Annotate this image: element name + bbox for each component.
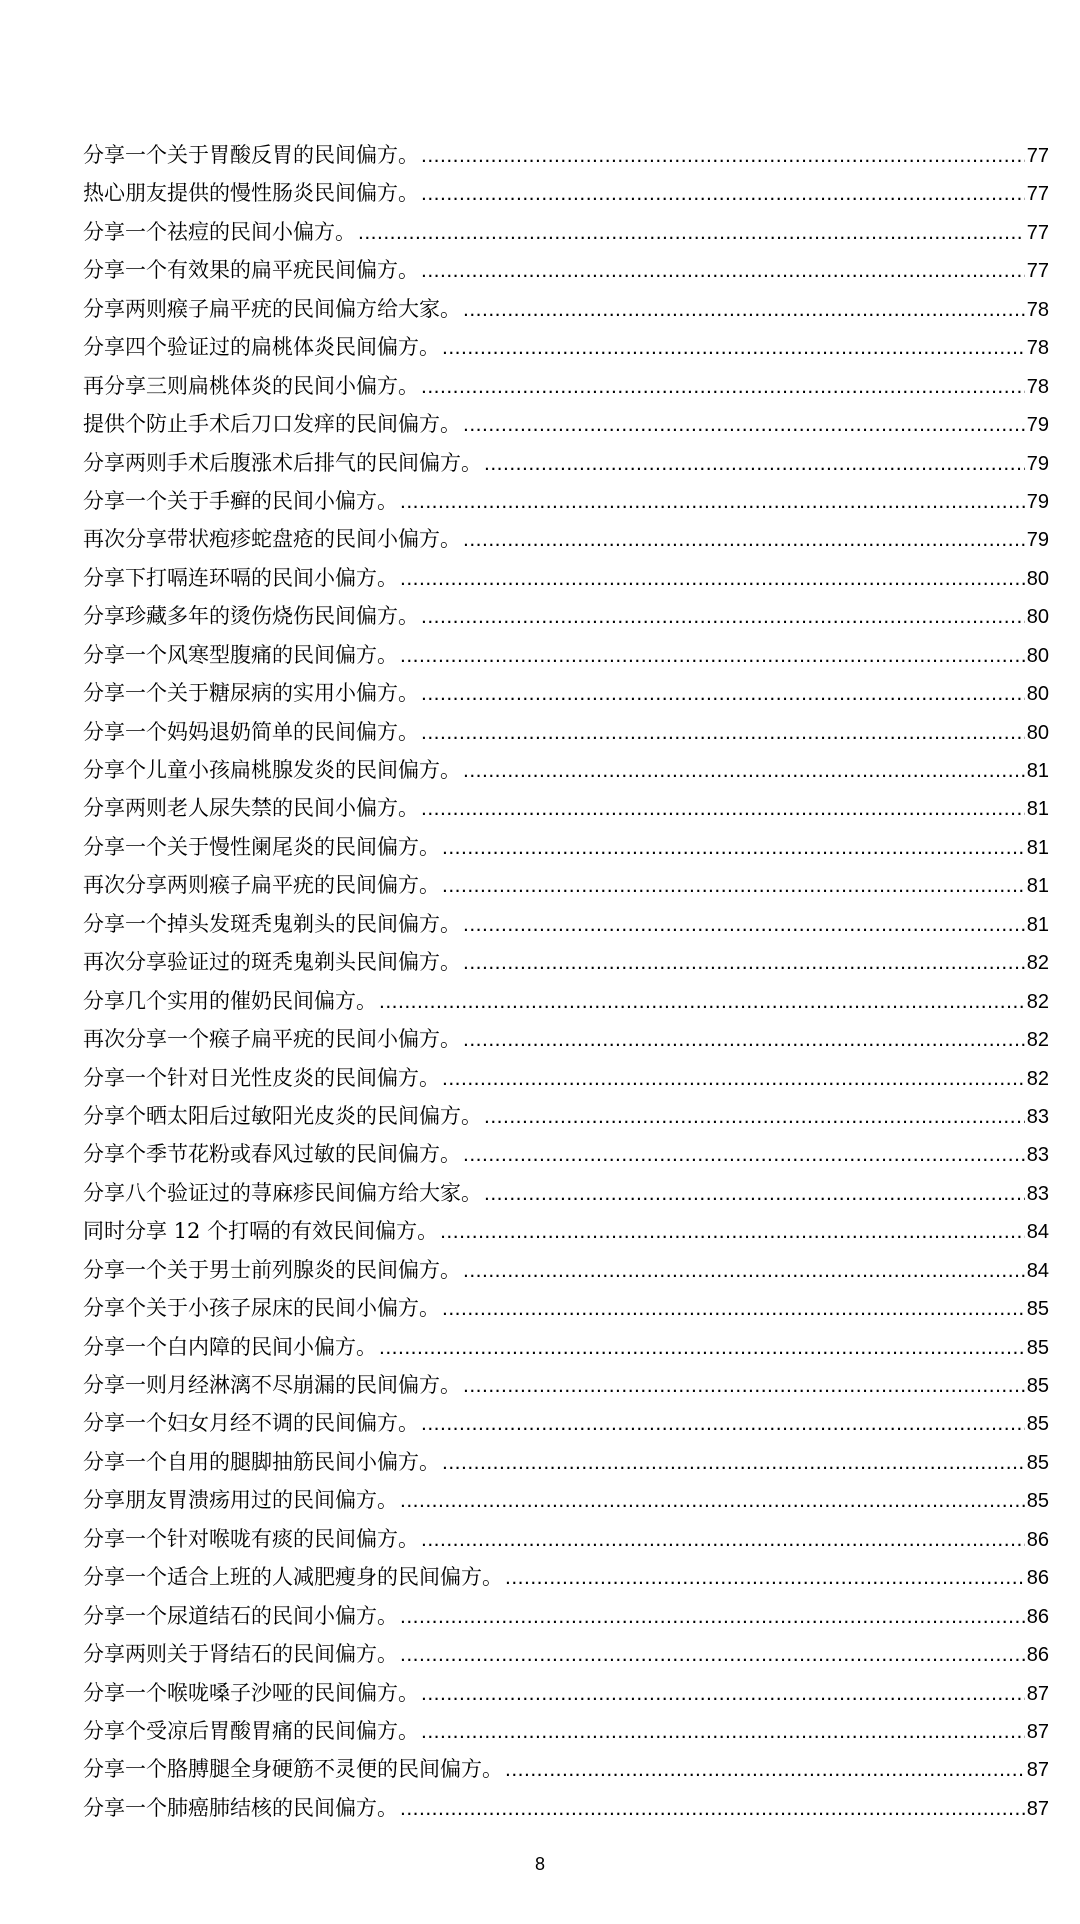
toc-entry[interactable] — [83, 674, 1049, 712]
toc-entry-title: 分享两则关于肾结石的民间偏方。 — [83, 1642, 398, 1667]
toc-dot-leader — [442, 1060, 1025, 1098]
toc-entry-title: 分享两则瘊子扁平疣的民间偏方给大家。 — [83, 296, 461, 321]
toc-entry-title: 分享朋友胃溃疡用过的民间偏方。 — [83, 1488, 398, 1513]
toc-entry-title: 分享一个胳膊腿全身硬筋不灵便的民间偏方。 — [83, 1757, 503, 1782]
toc-entry[interactable] — [83, 1289, 1049, 1327]
toc-entry-title: 分享一个关于胃酸反胃的民间偏方。 — [83, 143, 419, 167]
toc-entry-page: 85 — [1026, 1298, 1049, 1321]
toc-entry[interactable] — [83, 1212, 1049, 1250]
toc-entry-page: 81 — [1026, 875, 1049, 898]
toc-entry[interactable] — [83, 328, 1049, 366]
toc-entry-title: 分享一个针对日光性皮炎的民间偏方。 — [83, 1065, 440, 1090]
toc-dot-leader — [400, 483, 1025, 521]
toc-entry-title: 分享一个喉咙嗓子沙哑的民间偏方。 — [83, 1680, 419, 1705]
toc-entry-page: 87 — [1026, 1797, 1049, 1820]
toc-entry-title: 再次分享一个瘊子扁平疣的民间小偏方。 — [83, 1027, 461, 1052]
toc-dot-leader — [463, 1367, 1025, 1405]
toc-dot-leader — [463, 521, 1025, 559]
toc-dot-leader — [421, 137, 1025, 175]
toc-dot-leader — [505, 1751, 1025, 1789]
toc-entry-page: 83 — [1026, 1182, 1049, 1205]
toc-entry-title: 分享两则手术后腹涨术后排气的民间偏方。 — [83, 450, 482, 475]
toc-entry[interactable] — [83, 1443, 1049, 1481]
toc-entry[interactable] — [83, 444, 1049, 482]
toc-entry-page: 83 — [1026, 1144, 1049, 1167]
toc-entry-title: 分享一个掉头发斑秃鬼剃头的民间偏方。 — [83, 911, 461, 936]
toc-dot-leader — [463, 1021, 1025, 1059]
toc-dot-leader — [421, 714, 1025, 752]
toc-entry-page: 84 — [1026, 1259, 1049, 1282]
toc-dot-leader — [484, 1175, 1025, 1213]
toc-entry[interactable] — [83, 213, 1049, 251]
toc-entry-page: 85 — [1026, 1375, 1049, 1397]
toc-dot-leader — [400, 560, 1025, 598]
toc-entry-title: 分享一个妇女月经不调的民间偏方。 — [83, 1411, 419, 1436]
toc-dot-leader — [379, 983, 1025, 1021]
toc-dot-leader — [400, 637, 1025, 675]
toc-entry-page: 78 — [1026, 298, 1049, 321]
toc-entry-title: 分享一个肺癌肺结核的民间偏方。 — [83, 1795, 398, 1820]
toc-entry[interactable] — [83, 1174, 1049, 1212]
toc-dot-leader — [463, 1136, 1025, 1174]
toc-entry-title: 分享一个针对喉咙有痰的民间偏方。 — [83, 1526, 419, 1551]
toc-dot-leader — [463, 752, 1025, 790]
toc-entry-title: 分享一个关于男士前列腺炎的民间偏方。 — [83, 1257, 461, 1282]
toc-entry-title: 同时分享 12 个打嗝的有效民间偏方。 — [83, 1219, 439, 1244]
toc-entry[interactable] — [83, 866, 1049, 904]
toc-entry-page: 86 — [1026, 1528, 1049, 1551]
toc-entry[interactable] — [83, 1059, 1049, 1097]
toc-entry[interactable] — [83, 1404, 1049, 1442]
toc-dot-leader — [421, 1675, 1025, 1713]
toc-entry-page: 80 — [1026, 606, 1049, 629]
toc-entry-page: 81 — [1026, 760, 1049, 782]
toc-entry-title: 提供个防止手术后刀口发痒的民间偏方。 — [83, 412, 461, 437]
toc-entry[interactable] — [83, 1097, 1049, 1135]
toc-entry[interactable] — [83, 405, 1049, 443]
toc-dot-leader — [442, 829, 1025, 867]
toc-entry[interactable] — [83, 713, 1049, 751]
toc-entry-page: 79 — [1026, 414, 1049, 437]
toc-entry-page: 81 — [1026, 836, 1049, 859]
toc-entry[interactable] — [83, 905, 1049, 943]
toc-dot-leader — [463, 1252, 1025, 1290]
toc-entry[interactable] — [83, 520, 1049, 558]
toc-entry-title: 再次分享两则瘊子扁平疣的民间偏方。 — [83, 873, 440, 898]
toc-entry-page: 87 — [1026, 1720, 1049, 1743]
toc-dot-leader — [484, 1098, 1025, 1136]
toc-entry-title: 分享个季节花粉或春风过敏的民间偏方。 — [83, 1142, 461, 1167]
toc-entry-page: 82 — [1026, 952, 1049, 975]
toc-dot-leader — [421, 175, 1025, 213]
toc-entry-title: 再分享三则扁桃体炎的民间小偏方。 — [83, 373, 419, 398]
toc-entry-page: 82 — [1026, 1067, 1049, 1090]
toc-entry-page: 86 — [1026, 1567, 1049, 1590]
toc-entry[interactable] — [83, 290, 1049, 328]
toc-entry-title: 分享一则月经淋漓不尽崩漏的民间偏方。 — [83, 1373, 461, 1397]
toc-entry-page: 80 — [1026, 721, 1049, 744]
toc-dot-leader — [421, 675, 1025, 713]
toc-entry[interactable] — [83, 1020, 1049, 1058]
toc-entry[interactable] — [83, 1674, 1049, 1712]
toc-entry-page: 80 — [1026, 683, 1049, 706]
toc-entry[interactable] — [83, 1481, 1049, 1519]
toc-entry[interactable] — [83, 559, 1049, 597]
toc-entry-page: 86 — [1026, 1605, 1049, 1628]
toc-entry-title: 分享个关于小孩子尿床的民间小偏方。 — [83, 1296, 440, 1321]
toc-entry-title: 分享四个验证过的扁桃体炎民间偏方。 — [83, 335, 440, 360]
toc-dot-leader — [484, 445, 1025, 483]
toc-entry-page: 85 — [1026, 1336, 1049, 1359]
toc-entry-page: 81 — [1026, 913, 1049, 936]
toc-entry[interactable] — [83, 1558, 1049, 1596]
table-of-contents — [83, 136, 1049, 1827]
toc-dot-leader — [400, 1598, 1025, 1636]
toc-entry-page: 87 — [1026, 1682, 1049, 1705]
toc-dot-leader — [400, 1482, 1025, 1520]
toc-dot-leader — [421, 598, 1025, 636]
toc-dot-leader — [421, 252, 1025, 290]
toc-dot-leader — [442, 1290, 1025, 1328]
toc-entry-page: 79 — [1026, 452, 1049, 475]
toc-entry[interactable] — [83, 136, 1049, 174]
toc-entry-title: 再次分享验证过的斑秃鬼剃头民间偏方。 — [83, 950, 461, 975]
toc-entry-title: 分享个晒太阳后过敏阳光皮炎的民间偏方。 — [83, 1103, 482, 1128]
toc-dot-leader — [442, 329, 1025, 367]
toc-entry[interactable] — [83, 828, 1049, 866]
toc-dot-leader — [421, 1713, 1025, 1751]
toc-dot-leader — [421, 1405, 1025, 1443]
toc-entry-title: 分享一个白内障的民间小偏方。 — [83, 1334, 377, 1359]
toc-entry-title: 再次分享带状疱疹蛇盘疮的民间小偏方。 — [83, 527, 461, 552]
toc-entry-page: 85 — [1026, 1490, 1049, 1513]
toc-entry-page: 79 — [1026, 529, 1049, 552]
toc-entry-title: 分享一个风寒型腹痛的民间偏方。 — [83, 642, 398, 667]
toc-dot-leader — [463, 906, 1025, 944]
toc-entry-title: 分享两则老人尿失禁的民间小偏方。 — [83, 796, 419, 821]
toc-entry-title: 热心朋友提供的慢性肠炎民间偏方。 — [83, 181, 419, 206]
toc-entry[interactable] — [83, 1328, 1049, 1366]
toc-entry-title: 分享一个关于慢性阑尾炎的民间偏方。 — [83, 834, 440, 859]
toc-entry[interactable] — [83, 636, 1049, 674]
toc-dot-leader — [358, 214, 1025, 252]
toc-entry-page: 79 — [1026, 490, 1049, 513]
toc-dot-leader — [421, 368, 1025, 406]
toc-entry-title: 分享下打嗝连环嗝的民间小偏方。 — [83, 565, 398, 590]
toc-entry-page: 77 — [1026, 221, 1049, 244]
toc-entry[interactable] — [83, 1597, 1049, 1635]
toc-entry-title: 分享一个妈妈退奶简单的民间偏方。 — [83, 719, 419, 744]
toc-entry[interactable] — [83, 982, 1049, 1020]
toc-entry-title: 分享一个自用的腿脚抽筋民间小偏方。 — [83, 1449, 440, 1474]
toc-dot-leader — [440, 1213, 1025, 1251]
toc-entry[interactable] — [83, 1251, 1049, 1289]
toc-entry-title: 分享一个适合上班的人减肥瘦身的民间偏方。 — [83, 1565, 503, 1590]
toc-entry-page: 84 — [1026, 1221, 1049, 1244]
toc-entry-page: 77 — [1026, 145, 1049, 167]
toc-dot-leader — [379, 1329, 1025, 1367]
toc-dot-leader — [505, 1559, 1025, 1597]
toc-entry-title: 分享几个实用的催奶民间偏方。 — [83, 988, 377, 1013]
toc-entry-page: 77 — [1026, 260, 1049, 283]
toc-dot-leader — [463, 291, 1025, 329]
toc-entry-page: 85 — [1026, 1413, 1049, 1436]
toc-entry[interactable] — [83, 1635, 1049, 1673]
toc-entry-page: 80 — [1026, 644, 1049, 667]
toc-dot-leader — [400, 1636, 1025, 1674]
toc-entry[interactable] — [83, 1520, 1049, 1558]
toc-entry-title: 分享个儿童小孩扁桃腺发炎的民间偏方。 — [83, 758, 461, 782]
toc-entry[interactable] — [83, 1712, 1049, 1750]
toc-entry-page: 82 — [1026, 990, 1049, 1013]
toc-entry-title: 分享一个祛痘的民间小偏方。 — [83, 219, 356, 244]
toc-entry[interactable] — [83, 1135, 1049, 1173]
toc-entry[interactable] — [83, 943, 1049, 981]
toc-entry[interactable] — [83, 789, 1049, 827]
toc-entry-page: 77 — [1026, 183, 1049, 206]
toc-entry[interactable] — [83, 174, 1049, 212]
toc-dot-leader — [442, 867, 1025, 905]
toc-entry-title: 分享八个验证过的荨麻疹民间偏方给大家。 — [83, 1180, 482, 1205]
toc-entry-page: 85 — [1026, 1451, 1049, 1474]
toc-entry-page: 87 — [1026, 1759, 1049, 1782]
toc-entry-page: 81 — [1026, 798, 1049, 821]
toc-entry-title: 分享一个有效果的扁平疣民间偏方。 — [83, 258, 419, 283]
toc-dot-leader — [421, 790, 1025, 828]
toc-dot-leader — [463, 406, 1025, 444]
toc-dot-leader — [421, 1521, 1025, 1559]
toc-entry-page: 80 — [1026, 567, 1049, 590]
toc-entry-page: 82 — [1026, 1029, 1049, 1052]
toc-dot-leader — [442, 1444, 1025, 1482]
toc-entry[interactable] — [83, 751, 1049, 789]
toc-entry[interactable] — [83, 1750, 1049, 1788]
toc-entry-page: 83 — [1026, 1105, 1049, 1128]
toc-entry[interactable] — [83, 597, 1049, 635]
toc-entry-title: 分享个受凉后胃酸胃痛的民间偏方。 — [83, 1718, 419, 1743]
toc-entry-title: 分享一个关于糖尿病的实用小偏方。 — [83, 681, 419, 706]
toc-dot-leader — [400, 1790, 1025, 1828]
toc-entry-title: 分享珍藏多年的烫伤烧伤民间偏方。 — [83, 604, 419, 629]
toc-entry[interactable] — [83, 367, 1049, 405]
toc-entry-page: 86 — [1026, 1644, 1049, 1667]
toc-entry-title: 分享一个关于手癣的民间小偏方。 — [83, 488, 398, 513]
toc-entry[interactable] — [83, 1789, 1049, 1827]
toc-dot-leader — [463, 944, 1025, 982]
toc-entry[interactable] — [83, 1366, 1049, 1404]
toc-entry[interactable] — [83, 251, 1049, 289]
toc-entry-page: 78 — [1026, 375, 1049, 398]
page-number: 8 — [534, 1854, 545, 1874]
toc-entry[interactable] — [83, 482, 1049, 520]
toc-entry-title: 分享一个尿道结石的民间小偏方。 — [83, 1603, 398, 1628]
toc-entry-page: 78 — [1026, 337, 1049, 360]
